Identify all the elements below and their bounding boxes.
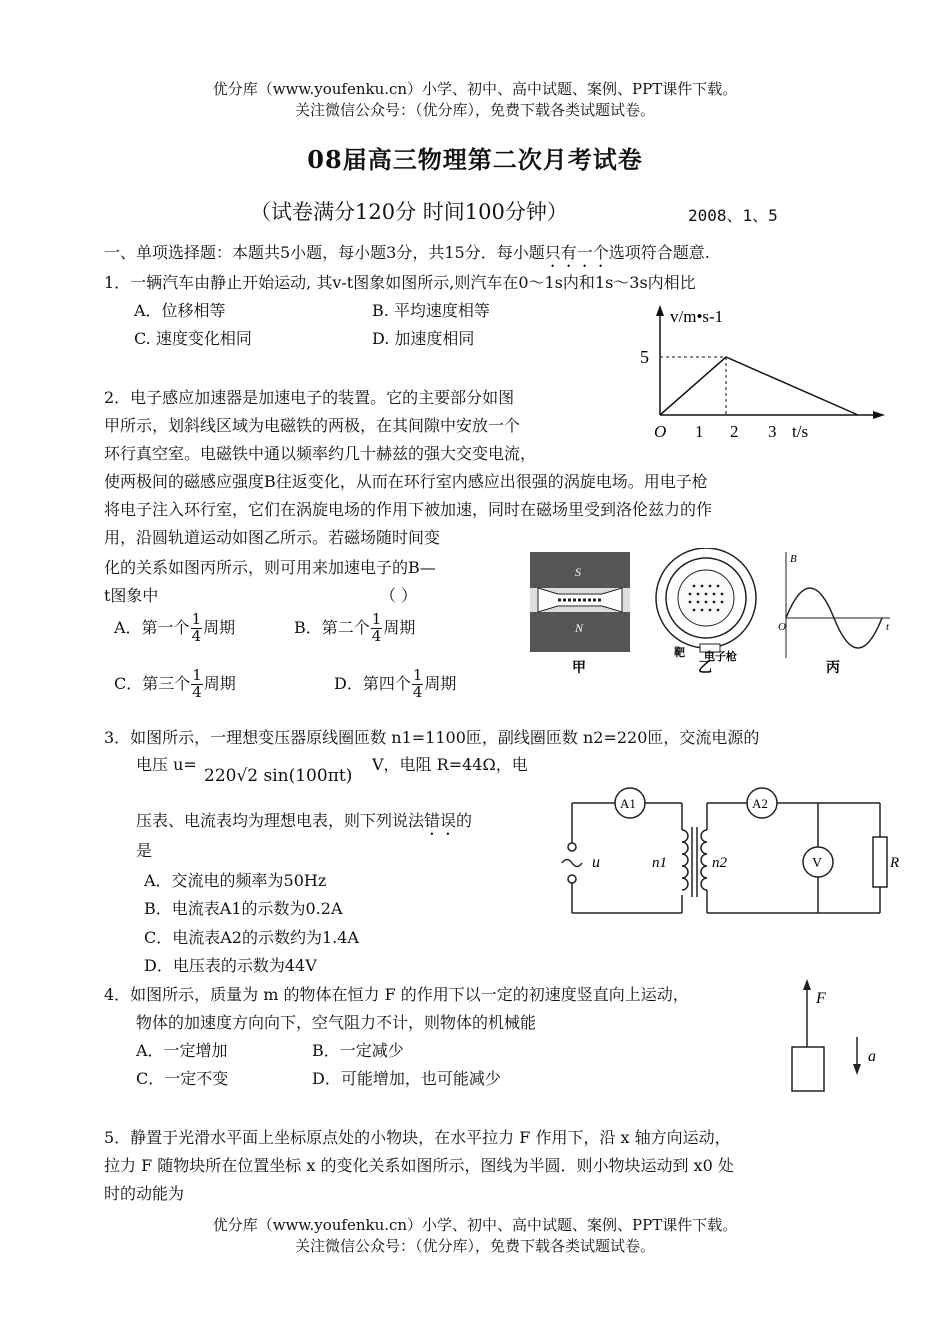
terminal-bottom	[568, 875, 576, 883]
q2-option-d-suffix: 周期	[424, 673, 457, 693]
label-a2: A2	[752, 796, 768, 811]
q3-circuit	[560, 785, 900, 920]
pole-n: N	[575, 621, 584, 635]
q2-option-b	[294, 612, 415, 645]
frac-num: 1	[412, 666, 423, 684]
footer-line-1: 优分库（www.youfenku.cn）小学、初中、高中试题、案例、PPT课件下载。	[212, 1216, 738, 1234]
q3-line-4: 是	[136, 841, 153, 860]
q2-line-3: 环行真空室。电磁铁中通以频率约几十赫兹的强大交变电流，	[104, 444, 537, 463]
q2-answer-paren: （ ）	[380, 586, 418, 605]
section1-intro	[104, 240, 710, 271]
mass-block	[792, 1047, 824, 1091]
q2-option-a-suffix: 周期	[203, 617, 236, 637]
q3-option-a: A．交流电的频率为50Hz	[144, 871, 327, 890]
x-axis-arrow-icon	[873, 411, 885, 419]
vt-xlabel: t/s	[792, 422, 809, 441]
label-n2: n2	[712, 855, 727, 871]
q2-option-a	[114, 612, 235, 645]
accel-arrow-icon	[853, 1064, 861, 1075]
q1-option-b: B. 平均速度相等	[372, 301, 490, 320]
fig-target-label: 靶	[674, 647, 685, 659]
subtitle: （试卷满分120分 时间100分钟）	[250, 200, 568, 224]
resistor	[873, 837, 887, 887]
q1-vt-graph	[630, 300, 890, 450]
q3-option-d: D．电压表的示数为44V	[144, 956, 317, 975]
vt-x1: 1	[695, 422, 704, 441]
secondary-coil	[701, 830, 707, 890]
q1-option-a: A．位移相等	[134, 301, 226, 320]
q2-line-7: 化的关系如图丙所示，则可用来加速电子的B—	[104, 558, 436, 577]
q3-line-2a: 电压 u=	[136, 755, 197, 774]
q2-option-d-label: D．第四个	[334, 673, 411, 693]
q2-option-c-label: C．第三个	[114, 673, 191, 693]
label-a1: A1	[620, 796, 636, 811]
q4-option-c: C．一定不变	[136, 1069, 229, 1088]
footer-line-2: 关注微信公众号：（优分库），免费下载各类试题试卷。	[294, 1237, 655, 1255]
field-region	[678, 570, 734, 626]
q2-line-6: 用，沿圆轨道运动如图乙所示。若磁场随时间变	[104, 528, 441, 547]
label-F: F	[816, 990, 826, 1007]
fraction	[412, 668, 424, 701]
frac-den: 4	[412, 682, 423, 701]
q2-line-5: 将电子注入环行室，它们在涡旋电场的作用下被加速，同时在磁场里受到洛伦兹力的作	[104, 500, 713, 519]
fig-t-label: t	[886, 621, 890, 633]
q3-option-c: C．电流表A2的示数约为1.4A	[144, 928, 359, 947]
vt-x2: 2	[730, 422, 739, 441]
q1-stem: 1．一辆汽车由静止开始运动, 其v-t图象如图所示,则汽车在0～1s内和1s～3s内相比	[104, 273, 696, 292]
q3-line-3b: 的	[456, 811, 473, 830]
q4-option-d: D．可能增加，也可能减少	[312, 1069, 501, 1088]
q4-line-2: 物体的加速度方向向下，空气阻力不计，则物体的机械能	[136, 1013, 537, 1032]
y-axis-arrow-icon	[656, 305, 664, 316]
q2-figure	[528, 548, 928, 678]
q3-line-2b: V，电阻 R=44Ω，电	[372, 755, 528, 774]
pole-s: S	[575, 565, 581, 579]
q5-line-1: 5．静置于光滑水平面上坐标原点处的小物块，在水平拉力 F 作用下，沿 x 轴方向运动，	[104, 1128, 731, 1147]
fig-b-label: B	[790, 553, 797, 565]
q2-line-4: 使两极间的磁感应强度B往返变化，从而在环行室内感应出很强的涡旋电场。用电子枪	[104, 472, 708, 491]
frac-den: 4	[191, 626, 202, 645]
q2-option-b-suffix: 周期	[383, 617, 416, 637]
fig-gun-label: 电子枪	[704, 651, 737, 663]
frac-num: 1	[192, 666, 202, 684]
vt-origin: O	[654, 422, 667, 441]
header-line-1: 优分库（www.youfenku.cn）小学、初中、高中试题、案例、PPT课件下载。	[212, 80, 738, 98]
q3-formula: 220√2 sin(100πt)	[204, 766, 353, 786]
q3-line-3a: 压表、电流表均为理想电表，则下列说法	[136, 811, 425, 830]
ac-source-icon	[562, 860, 582, 867]
q5-line-3: 时的动能为	[104, 1184, 185, 1203]
label-a: a	[868, 1048, 876, 1065]
q4-option-b: B．一定减少	[312, 1041, 404, 1060]
fraction	[191, 668, 203, 701]
fraction	[191, 612, 203, 645]
frac-den: 4	[192, 682, 202, 701]
frac-num: 1	[371, 610, 382, 628]
vt-y5: 5	[640, 347, 649, 367]
q3-line-3-emph: 错误	[424, 811, 457, 830]
page-title: 08届高三物理第二次月考试卷	[307, 145, 643, 174]
q2-option-c	[114, 668, 236, 701]
label-n1: n1	[652, 855, 667, 871]
primary-coil	[682, 830, 688, 890]
section1-intro-b: 选项符合题意.	[608, 243, 710, 262]
q1-option-c: C. 速度变化相同	[134, 329, 252, 348]
q2-line-1: 2．电子感应加速器是加速电子的装置。它的主要部分如图	[104, 388, 515, 407]
vt-ylabel: v/m•s-1	[670, 307, 724, 326]
fraction	[371, 612, 383, 645]
q2-line-2: 甲所示，划斜线区域为电磁铁的两极，在其间隙中安放一个	[104, 416, 521, 435]
q3-line-1: 3．如图所示，一理想变压器原线圈匝数 n1=1100匝，副线圈匝数 n2=220匝，交流电源的	[104, 728, 760, 747]
label-r: R	[890, 855, 900, 871]
label-u: u	[592, 854, 600, 871]
q2-option-d	[334, 668, 456, 701]
fig-jia-label: 甲	[572, 661, 586, 676]
section1-intro-a: 一、单项选择题：本题共5小题，每小题3分，共15分．每小题	[104, 243, 545, 262]
q2-option-a-label: A．第一个	[114, 617, 190, 637]
exam-date: 2008、1、5	[688, 206, 778, 225]
q2-option-b-label: B．第二个	[294, 617, 370, 637]
q2-line-8: t图象中	[104, 586, 159, 605]
fig-bing-label: 丙	[826, 661, 840, 676]
frac-den: 4	[371, 626, 382, 645]
q3-line-3	[136, 808, 472, 839]
q5-line-2: 拉力 F 随物块所在位置坐标 x 的变化关系如图所示，图线为半圆．则小物块运动到 x0 处	[104, 1156, 734, 1175]
label-v: V	[812, 856, 823, 871]
section1-intro-emph: 只有一个	[544, 243, 609, 262]
q4-figure	[780, 975, 890, 1100]
header-line-2: 关注微信公众号：（优分库），免费下载各类试题试卷。	[294, 101, 655, 119]
q4-line-1: 4．如图所示，质量为 m 的物体在恒力 F 的作用下以一定的初速度竖直向上运动，	[104, 985, 689, 1004]
q4-option-a: A．一定增加	[136, 1041, 228, 1060]
terminal-top	[568, 843, 576, 851]
vt-line	[660, 357, 858, 415]
force-arrow-icon	[803, 979, 811, 990]
fig-yi-label: 乙	[698, 661, 712, 676]
q1-option-d: D. 加速度相同	[372, 329, 475, 348]
q3-option-b: B．电流表A1的示数为0.2A	[144, 899, 343, 918]
fig-o-label: O	[778, 621, 786, 633]
frac-num: 1	[191, 610, 202, 628]
q2-option-c-suffix: 周期	[203, 673, 236, 693]
vt-x3: 3	[768, 422, 777, 441]
